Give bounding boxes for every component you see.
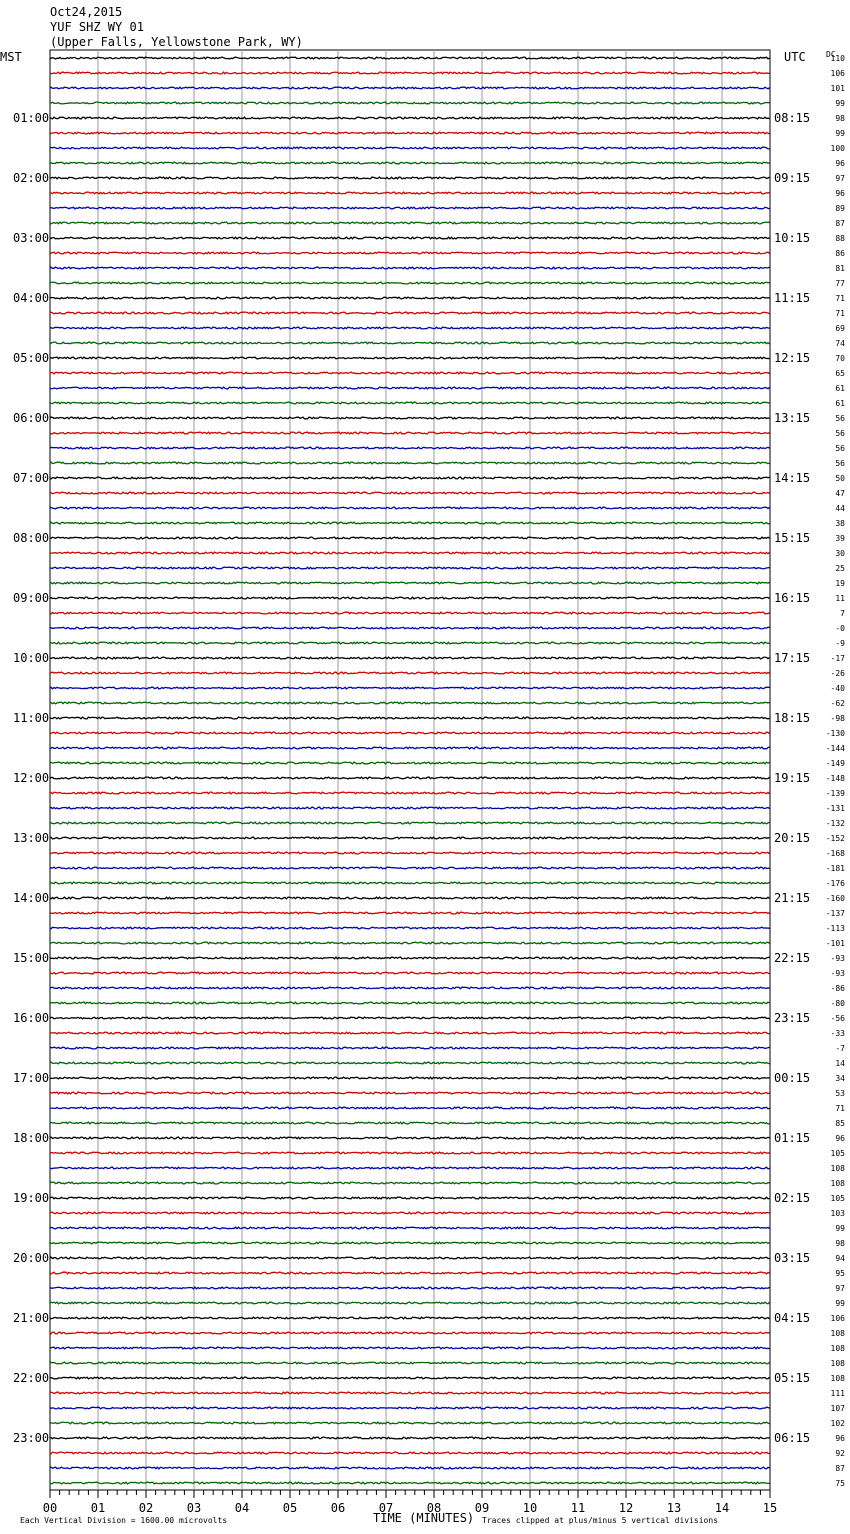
dc-offset-label: 14 (835, 1059, 845, 1068)
x-tick-label: 05 (282, 1501, 298, 1515)
trace-line (50, 912, 770, 914)
trace-line (50, 222, 770, 224)
x-axis-label: TIME (MINUTES) (373, 1511, 475, 1525)
dc-offset-label: 96 (835, 189, 845, 198)
dc-offset-label: 71 (835, 294, 845, 303)
dc-offset-label: 56 (835, 429, 845, 438)
dc-offset-label: -101 (825, 939, 845, 948)
dc-offset-label: -86 (830, 984, 845, 993)
trace-line (50, 1347, 770, 1349)
dc-offset-label: 70 (835, 354, 845, 363)
dc-offset-label: 102 (830, 1419, 845, 1428)
right-hour-label: 14:15 (774, 471, 811, 485)
trace-line (50, 1332, 770, 1334)
trace-line (50, 177, 770, 179)
left-hour-label: 14:00 (13, 891, 50, 905)
dc-offset-label: -0 (835, 624, 845, 633)
x-tick-label: 03 (186, 1501, 202, 1515)
dc-offset-label: 53 (835, 1089, 845, 1098)
dc-column-title: DC (826, 50, 836, 59)
trace-line (50, 627, 770, 629)
trace-line (50, 1302, 770, 1304)
trace-line (50, 132, 770, 134)
dc-offset-label: 108 (830, 1329, 845, 1338)
dc-offset-label: 106 (830, 1314, 845, 1323)
trace-line (50, 372, 770, 374)
dc-offset-label: 89 (835, 204, 845, 213)
right-hour-label: 10:15 (774, 231, 811, 245)
dc-offset-label: 95 (835, 1269, 845, 1278)
dc-offset-label: 56 (835, 444, 845, 453)
dc-offset-label: 105 (830, 1194, 845, 1203)
trace-line (50, 432, 770, 434)
trace-line (50, 1092, 770, 1094)
dc-offset-label: 74 (835, 339, 845, 348)
left-hour-label: 19:00 (13, 1191, 50, 1205)
dc-offset-label: 47 (835, 489, 845, 498)
trace-line (50, 1047, 770, 1049)
trace-line (50, 777, 770, 779)
right-hour-label: 23:15 (774, 1011, 811, 1025)
dc-offset-label: 86 (835, 249, 845, 258)
x-tick-label: 08 (426, 1501, 442, 1515)
trace-line (50, 1137, 770, 1139)
dc-offset-label: 7 (840, 609, 845, 618)
trace-line (50, 417, 770, 419)
trace-line (50, 57, 770, 59)
trace-line (50, 357, 770, 359)
dc-offset-label: 110 (830, 54, 845, 63)
trace-line (50, 1437, 770, 1439)
trace-line (50, 807, 770, 809)
left-axis-title: MST (0, 50, 22, 64)
x-tick-label: 12 (618, 1501, 634, 1515)
dc-offset-label: 77 (835, 279, 845, 288)
dc-offset-label: -33 (830, 1029, 845, 1038)
trace-line (50, 942, 770, 944)
trace-line (50, 147, 770, 149)
dc-offset-labels (826, 54, 845, 1488)
trace-line (50, 1482, 770, 1484)
trace-line (50, 1272, 770, 1274)
trace-line (50, 1017, 770, 1019)
dc-offset-label: 81 (835, 264, 845, 273)
dc-offset-label: -137 (825, 909, 845, 918)
dc-offset-label: 44 (835, 504, 845, 513)
trace-line (50, 957, 770, 959)
trace-group (50, 57, 770, 1484)
trace-line (50, 717, 770, 719)
trace-line (50, 192, 770, 194)
right-hour-label: 20:15 (774, 831, 811, 845)
trace-line (50, 477, 770, 479)
dc-offset-label: 38 (835, 519, 845, 528)
dc-offset-label: 30 (835, 549, 845, 558)
trace-line (50, 402, 770, 404)
dc-offset-label: -93 (830, 969, 845, 978)
dc-offset-label: 108 (830, 1179, 845, 1188)
trace-line (50, 1062, 770, 1064)
dc-offset-label: 99 (835, 1299, 845, 1308)
left-hour-label: 13:00 (13, 831, 50, 845)
right-hour-labels (774, 111, 810, 1445)
left-hour-label: 03:00 (13, 231, 50, 245)
right-hour-label: 18:15 (774, 711, 811, 725)
trace-line (50, 1362, 770, 1364)
trace-line (50, 732, 770, 734)
trace-line (50, 672, 770, 674)
dc-offset-label: -168 (825, 849, 845, 858)
trace-line (50, 1122, 770, 1124)
left-hour-label: 09:00 (13, 591, 50, 605)
trace-line (50, 597, 770, 599)
dc-offset-label: 71 (835, 1104, 845, 1113)
dc-offset-label: 69 (835, 324, 845, 333)
trace-line (50, 897, 770, 899)
x-tick-label: 15 (762, 1501, 778, 1515)
left-hour-label: 07:00 (13, 471, 50, 485)
trace-line (50, 297, 770, 299)
trace-line (50, 837, 770, 839)
dc-offset-label: 103 (830, 1209, 845, 1218)
trace-line (50, 207, 770, 209)
left-hour-label: 02:00 (13, 171, 50, 185)
dc-offset-label: -9 (835, 639, 845, 648)
trace-line (50, 882, 770, 884)
left-hour-label: 06:00 (13, 411, 50, 425)
dc-offset-label: 94 (835, 1254, 845, 1263)
dc-offset-label: 108 (830, 1374, 845, 1383)
trace-line (50, 1407, 770, 1409)
x-tick-label: 02 (138, 1501, 154, 1515)
dc-offset-label: -144 (825, 744, 845, 753)
dc-offset-label: 100 (830, 144, 845, 153)
trace-line (50, 1032, 770, 1034)
dc-offset-label: 87 (835, 219, 845, 228)
trace-line (50, 657, 770, 659)
left-hour-label: 22:00 (13, 1371, 50, 1385)
trace-line (50, 1422, 770, 1424)
trace-line (50, 507, 770, 509)
dc-offset-label: 99 (835, 129, 845, 138)
dc-offset-label: -131 (825, 804, 845, 813)
right-hour-label: 04:15 (774, 1311, 811, 1325)
trace-line (50, 117, 770, 119)
left-hour-label: 10:00 (13, 651, 50, 665)
dc-offset-label: 99 (835, 1224, 845, 1233)
dc-offset-label: 108 (830, 1164, 845, 1173)
dc-offset-label: 87 (835, 1464, 845, 1473)
right-hour-label: 09:15 (774, 171, 811, 185)
right-hour-label: 01:15 (774, 1131, 811, 1145)
dc-offset-label: 61 (835, 399, 845, 408)
trace-line (50, 1452, 770, 1454)
dc-offset-label: -160 (825, 894, 845, 903)
dc-offset-label: -148 (825, 774, 845, 783)
dc-offset-label: 19 (835, 579, 845, 588)
right-hour-label: 11:15 (774, 291, 811, 305)
left-hour-label: 18:00 (13, 1131, 50, 1145)
dc-offset-label: -17 (830, 654, 845, 663)
trace-line (50, 1287, 770, 1289)
trace-line (50, 822, 770, 824)
trace-line (50, 102, 770, 104)
header-date: Oct24,2015 (50, 5, 123, 19)
dc-offset-label: 97 (835, 1284, 845, 1293)
trace-line (50, 1212, 770, 1214)
x-tick-label: 06 (330, 1501, 346, 1515)
dc-offset-label: -80 (830, 999, 845, 1008)
x-tick-label: 07 (378, 1501, 394, 1515)
dc-offset-label: 96 (835, 1434, 845, 1443)
trace-line (50, 852, 770, 854)
left-hour-label: 12:00 (13, 771, 50, 785)
dc-offset-label: 107 (830, 1404, 845, 1413)
trace-line (50, 462, 770, 464)
right-hour-label: 05:15 (774, 1371, 811, 1385)
trace-line (50, 1317, 770, 1319)
dc-offset-label: 101 (830, 84, 845, 93)
right-hour-label: 03:15 (774, 1251, 811, 1265)
dc-offset-label: -113 (825, 924, 845, 933)
left-hour-label: 05:00 (13, 351, 50, 365)
left-hour-label: 21:00 (13, 1311, 50, 1325)
trace-line (50, 522, 770, 524)
trace-line (50, 162, 770, 164)
dc-offset-label: -176 (825, 879, 845, 888)
trace-line (50, 867, 770, 869)
dc-offset-label: -93 (830, 954, 845, 963)
trace-line (50, 252, 770, 254)
dc-offset-label: 96 (835, 1134, 845, 1143)
dc-offset-label: 97 (835, 174, 845, 183)
trace-line (50, 342, 770, 344)
x-tick-label: 09 (474, 1501, 490, 1515)
trace-line (50, 1227, 770, 1229)
trace-line (50, 447, 770, 449)
trace-line (50, 1107, 770, 1109)
dc-offset-label: -149 (825, 759, 845, 768)
x-tick-label: 14 (714, 1501, 730, 1515)
dc-offset-label: 56 (835, 459, 845, 468)
dc-offset-label: -26 (830, 669, 845, 678)
trace-line (50, 1077, 770, 1079)
trace-line (50, 72, 770, 74)
left-hour-labels (13, 111, 49, 1445)
right-axis-title: UTC (784, 50, 806, 64)
trace-line (50, 237, 770, 239)
dc-offset-label: -132 (825, 819, 845, 828)
trace-line (50, 687, 770, 689)
left-hour-label: 11:00 (13, 711, 50, 725)
trace-line (50, 1242, 770, 1244)
dc-offset-label: 34 (835, 1074, 845, 1083)
x-tick-label: 01 (90, 1501, 106, 1515)
dc-offset-label: -130 (825, 729, 845, 738)
trace-line (50, 927, 770, 929)
dc-offset-label: 85 (835, 1119, 845, 1128)
dc-offset-label: 98 (835, 1239, 845, 1248)
dc-offset-label: 56 (835, 414, 845, 423)
dc-offset-label: 105 (830, 1149, 845, 1158)
dc-offset-label: 11 (835, 594, 845, 603)
left-hour-label: 08:00 (13, 531, 50, 545)
trace-line (50, 582, 770, 584)
right-hour-label: 22:15 (774, 951, 811, 965)
right-hour-label: 21:15 (774, 891, 811, 905)
x-tick-label: 11 (570, 1501, 586, 1515)
trace-line (50, 282, 770, 284)
x-tick-label: 00 (42, 1501, 58, 1515)
trace-line (50, 972, 770, 974)
trace-line (50, 1182, 770, 1184)
dc-offset-label: 98 (835, 114, 845, 123)
dc-offset-label: -7 (835, 1044, 845, 1053)
dc-offset-label: 61 (835, 384, 845, 393)
header-station: YUF SHZ WY 01 (50, 20, 144, 34)
right-hour-label: 08:15 (774, 111, 811, 125)
dc-offset-label: 111 (830, 1389, 845, 1398)
right-hour-label: 12:15 (774, 351, 811, 365)
trace-line (50, 267, 770, 269)
dc-offset-label: 108 (830, 1344, 845, 1353)
dc-offset-label: -181 (825, 864, 845, 873)
dc-offset-label: -98 (830, 714, 845, 723)
trace-line (50, 387, 770, 389)
right-hour-label: 16:15 (774, 591, 811, 605)
dc-offset-label: 39 (835, 534, 845, 543)
trace-line (50, 1197, 770, 1199)
dc-offset-label: 71 (835, 309, 845, 318)
dc-offset-label: 92 (835, 1449, 845, 1458)
x-tick-label: 10 (522, 1501, 538, 1515)
dc-offset-label: -152 (825, 834, 845, 843)
trace-line (50, 702, 770, 704)
left-hour-label: 15:00 (13, 951, 50, 965)
dc-offset-label: -56 (830, 1014, 845, 1023)
dc-offset-label: 106 (830, 69, 845, 78)
trace-line (50, 747, 770, 749)
trace-line (50, 987, 770, 989)
trace-line (50, 642, 770, 644)
right-hour-label: 19:15 (774, 771, 811, 785)
header-location: (Upper Falls, Yellowstone Park, WY) (50, 35, 303, 49)
dc-offset-label: 50 (835, 474, 845, 483)
dc-offset-label: 65 (835, 369, 845, 378)
right-hour-label: 06:15 (774, 1431, 811, 1445)
dc-offset-label: -40 (830, 684, 845, 693)
trace-line (50, 1152, 770, 1154)
left-hour-label: 17:00 (13, 1071, 50, 1085)
dc-offset-label: 25 (835, 564, 845, 573)
trace-line (50, 87, 770, 89)
trace-line (50, 1167, 770, 1169)
trace-line (50, 762, 770, 764)
right-hour-label: 15:15 (774, 531, 811, 545)
dc-offset-label: 99 (835, 99, 845, 108)
dc-offset-label: 88 (835, 234, 845, 243)
left-hour-label: 04:00 (13, 291, 50, 305)
trace-line (50, 1257, 770, 1259)
x-tick-label: 13 (666, 1501, 682, 1515)
x-tick-label: 04 (234, 1501, 250, 1515)
trace-line (50, 552, 770, 554)
trace-line (50, 1377, 770, 1379)
trace-line (50, 567, 770, 569)
trace-line (50, 1467, 770, 1469)
right-hour-label: 00:15 (774, 1071, 811, 1085)
trace-line (50, 792, 770, 794)
dc-offset-label: -139 (825, 789, 845, 798)
trace-line (50, 537, 770, 539)
left-hour-label: 16:00 (13, 1011, 50, 1025)
trace-line (50, 1002, 770, 1004)
left-hour-label: 20:00 (13, 1251, 50, 1265)
dc-offset-label: 75 (835, 1479, 845, 1488)
clip-note: Traces clipped at plus/minus 5 vertical divisions (482, 1516, 719, 1525)
dc-offset-label: 108 (830, 1359, 845, 1368)
trace-line (50, 492, 770, 494)
trace-line (50, 1392, 770, 1394)
left-hour-label: 23:00 (13, 1431, 50, 1445)
left-hour-label: 01:00 (13, 111, 50, 125)
trace-line (50, 612, 770, 614)
right-hour-label: 17:15 (774, 651, 811, 665)
trace-line (50, 312, 770, 314)
right-hour-label: 02:15 (774, 1191, 811, 1205)
trace-line (50, 327, 770, 329)
dc-offset-label: -62 (830, 699, 845, 708)
scale-note: Each Vertical Division = 1600.00 microvolts (20, 1516, 228, 1525)
dc-offset-label: 96 (835, 159, 845, 168)
right-hour-label: 13:15 (774, 411, 811, 425)
